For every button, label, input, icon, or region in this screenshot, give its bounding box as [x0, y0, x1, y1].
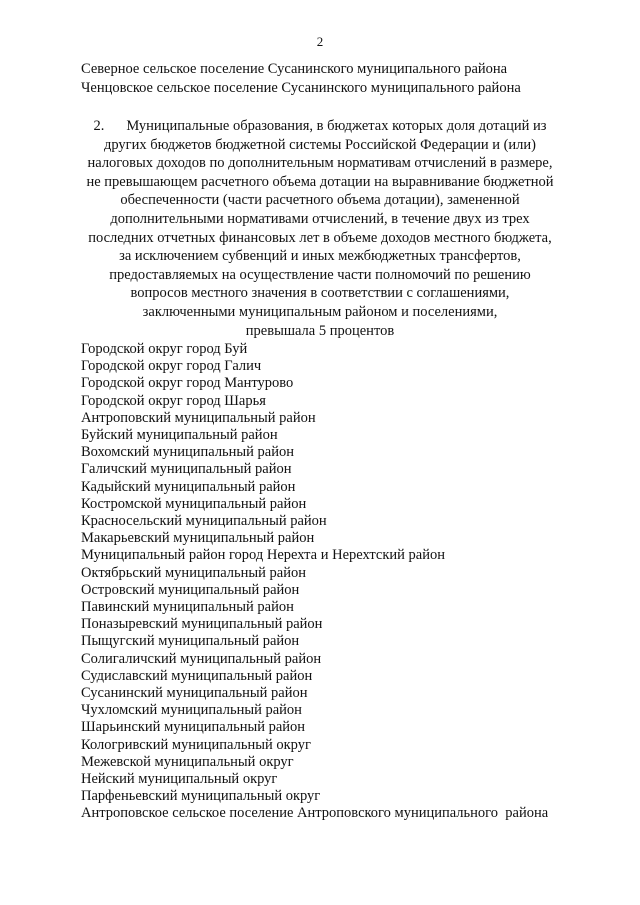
- top-line: Северное сельское поселение Сусанинского муниципального района: [81, 61, 508, 77]
- top-lines: [81, 60, 521, 98]
- list-item: Макарьевский муниципальный район: [81, 530, 315, 547]
- list-item: Октябрьский муниципальный район: [81, 564, 306, 581]
- list-item: Нейский муниципальный округ: [81, 771, 278, 788]
- section-line: превышала 5 процентов: [245, 322, 395, 339]
- list-item: Пыщугский муниципальный район: [81, 633, 300, 650]
- list-item: Красносельский муниципальный район: [81, 513, 327, 530]
- list-item: Солигаличский муниципальный район: [81, 650, 322, 667]
- list-item: Городской округ город Галич: [81, 358, 262, 375]
- list-item: Павинский муниципальный район: [81, 599, 294, 616]
- list-item: Буйский муниципальный район: [81, 427, 278, 444]
- list-item: Кадыйский муниципальный район: [81, 478, 296, 495]
- list-item: Антроповское сельское поселение Антроповского муниципального района: [81, 805, 549, 822]
- list-item: Шарьинский муниципальный район: [81, 719, 306, 736]
- list-item: Городской округ город Мантурово: [81, 375, 294, 392]
- list-item: Городской округ город Шарья: [81, 392, 266, 409]
- section-number: 2.: [93, 118, 105, 134]
- section-line: [60, 117, 580, 136]
- list-item: Вохомский муниципальный район: [81, 444, 295, 461]
- list-item: Городской округ город Буй: [81, 341, 248, 357]
- section-line: других бюджетов бюджетной системы Российской Федерации и (или): [103, 136, 537, 153]
- section-line: обеспеченности (части расчетного объема дотации), замененной: [120, 192, 520, 209]
- list-item: Судиславский муниципальный район: [81, 667, 313, 684]
- list-item: Сусанинский муниципальный район: [81, 685, 308, 702]
- list-item: Островский муниципальный район: [81, 581, 300, 598]
- list-item: Поназыревский муниципальный район: [81, 616, 323, 633]
- list-item: Галичский муниципальный район: [81, 461, 292, 478]
- section-2-heading: [60, 117, 580, 340]
- list-item: Костромской муниципальный район: [81, 495, 307, 512]
- list-item: Парфеньевский муниципальный округ: [81, 788, 321, 805]
- section-line: последних отчетных финансовых лет в объеме доходов местного бюджета,: [88, 229, 552, 246]
- list-item: Муниципальный район город Нерехта и Нерехтский район: [81, 547, 446, 564]
- section-line: заключенными муниципальным районом и поселениями,: [142, 303, 498, 320]
- top-line: Ченцовское сельское поселение Сусанинского муниципального района: [81, 80, 521, 96]
- section-line: за исключением субвенций и иных межбюджетных трансфертов,: [119, 248, 521, 265]
- list-item: Кологривский муниципальный округ: [81, 736, 311, 753]
- section-line: не превышающем расчетного объема дотации на выравнивание бюджетной: [86, 173, 554, 190]
- list-item: Чухломский муниципальный район: [81, 702, 302, 719]
- section-line: дополнительными нормативами отчислений, в течение двух из трех: [110, 210, 530, 227]
- section-line: предоставляемых на осуществление части полномочий по решению: [109, 266, 531, 283]
- list-item: Межевской муниципальный округ: [81, 753, 294, 770]
- municipality-list: [81, 341, 548, 823]
- section-line: налоговых доходов по дополнительным нормативам отчислений в размере,: [87, 155, 553, 172]
- section-line-text: Муниципальные образования, в бюджетах которых доля дотаций из: [126, 118, 547, 134]
- section-line: вопросов местного значения в соответствии с соглашениями,: [130, 285, 510, 302]
- list-item: Антроповский муниципальный район: [81, 409, 316, 426]
- page-number: 2: [316, 34, 324, 49]
